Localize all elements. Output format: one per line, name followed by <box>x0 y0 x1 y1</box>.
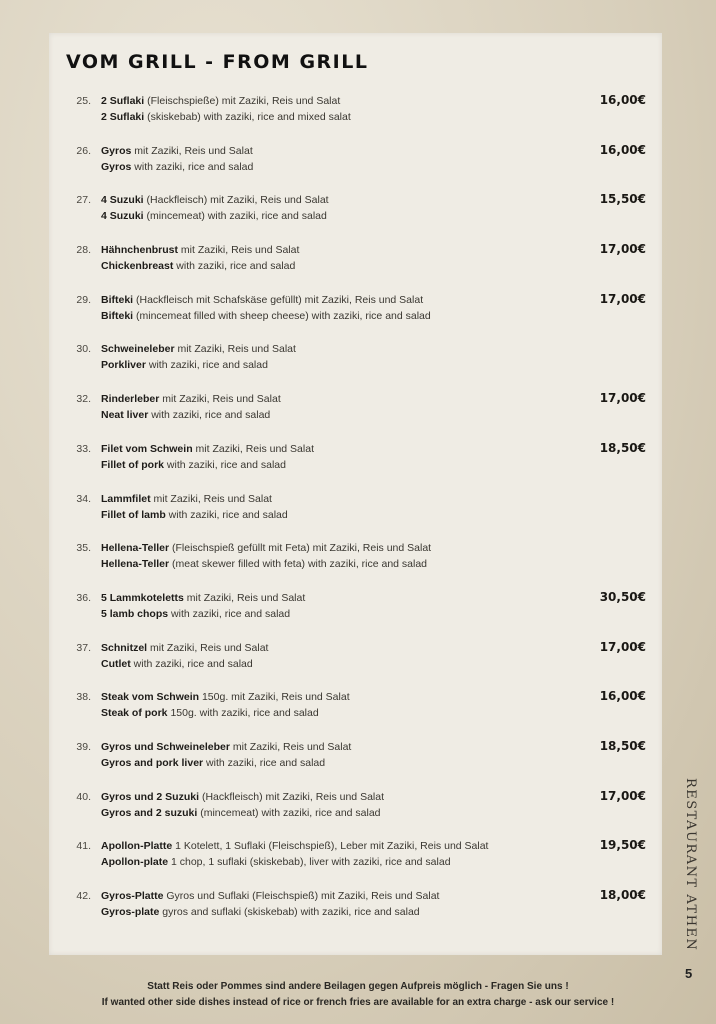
item-price: 17,00€ <box>599 291 646 306</box>
item-detail-english: 1 chop, 1 suflaki (skiskebab), liver with zaziki, rice and salad <box>168 856 451 869</box>
item-name-english: Bifteki <box>101 309 134 322</box>
item-detail-english: gyros and suflaki (skiskebab) with zaziki, rice and salad <box>159 906 420 918</box>
item-description-german <box>101 443 314 455</box>
item-price: 18,50€ <box>599 440 646 455</box>
menu-item <box>49 736 662 786</box>
item-name-english: Porkliver <box>101 359 146 372</box>
item-detail-english: with zaziki, rice and salad <box>173 260 296 273</box>
item-description-german <box>101 244 299 256</box>
item-name-english: Gyros-plate <box>101 906 160 918</box>
item-detail-english: with zaziki, rice and salad <box>148 409 271 422</box>
menu-item <box>49 488 662 538</box>
item-price: 16,00€ <box>599 93 646 107</box>
item-description-english <box>101 161 253 173</box>
menu-item <box>49 239 662 289</box>
item-description-german <box>101 493 272 505</box>
item-number: 41. <box>76 840 91 853</box>
item-name-english: 4 Suzuki <box>101 210 144 223</box>
item-detail-german: (Hackfleisch mit Schafskäse gefüllt) mit Zaziki, Reis und Salat <box>133 293 424 306</box>
item-description-german <box>101 840 488 852</box>
item-name-english: 2 Suflaki <box>101 111 145 123</box>
item-detail-german: (Hackfleisch) mit Zaziki, Reis und Salat <box>199 790 385 803</box>
item-number: 34. <box>76 492 91 505</box>
item-description-german <box>101 791 384 803</box>
item-number: 28. <box>76 244 91 257</box>
item-number: 25. <box>76 95 91 107</box>
item-detail-english: (skiskebab) with zaziki, rice and mixed salat <box>144 111 351 123</box>
item-detail-english: (meat skewer filled with feta) with zaziki, rice and salad <box>169 558 428 571</box>
item-detail-german: (Hackfleisch) mit Zaziki, Reis und Salat <box>143 194 329 207</box>
item-name-german: Schnitzel <box>101 641 148 654</box>
item-number: 26. <box>76 144 91 157</box>
item-description-german <box>101 294 423 306</box>
item-detail-english: with zaziki, rice and salad <box>168 607 291 620</box>
item-name-german: Bifteki <box>101 293 134 306</box>
item-name-german: Rinderleber <box>101 393 160 406</box>
item-name-german: Gyros und 2 Suzuki <box>101 790 200 803</box>
item-description-english <box>101 210 327 222</box>
item-description-german <box>101 542 431 554</box>
item-description-german <box>101 592 305 604</box>
item-name-english: Gyros <box>101 160 132 173</box>
item-number: 39. <box>76 740 91 753</box>
item-description-english <box>101 856 451 868</box>
item-price: 17,00€ <box>599 639 646 654</box>
item-detail-german: 1 Kotelett, 1 Suflaki (Fleischspieß), Leber mit Zaziki, Reis und Salat <box>172 840 489 853</box>
item-detail-english: (mincemeat) with zaziki, rice and salad <box>197 806 381 819</box>
item-price: 19,50€ <box>599 838 646 853</box>
menu-item <box>49 189 662 239</box>
item-detail-german: mit Zaziki, Reis und Salat <box>192 442 314 455</box>
menu-item <box>49 686 662 736</box>
item-description-english <box>101 111 351 123</box>
item-description-german <box>101 145 253 157</box>
item-number: 32. <box>76 393 91 406</box>
item-description-german <box>101 642 268 654</box>
menu-item <box>49 786 662 836</box>
item-name-german: Apollon-Platte <box>101 840 173 853</box>
item-detail-german: mit Zaziki, Reis und Salat <box>183 591 306 604</box>
item-description-english <box>101 409 270 421</box>
item-name-english: Fillet of lamb <box>101 508 166 521</box>
item-number: 40. <box>76 790 91 803</box>
item-number: 35. <box>76 542 91 555</box>
menu-item <box>49 885 662 935</box>
item-description-english <box>101 608 290 620</box>
item-detail-english: with zaziki, rice and salad <box>145 359 268 372</box>
item-detail-english: with zaziki, rice and salad <box>130 657 253 670</box>
item-detail-german: (Fleischspieß gefüllt mit Feta) mit Zaziki, Reis und Salat <box>169 542 432 555</box>
item-name-english: Chickenbreast <box>101 260 174 273</box>
item-detail-english: with zaziki, rice and salad <box>164 458 286 471</box>
item-number: 33. <box>76 442 91 455</box>
menu-item <box>49 90 662 140</box>
item-price: 16,00€ <box>599 142 646 157</box>
item-name-german: Gyros und Schweineleber <box>101 740 230 753</box>
item-name-german: Lammfilet <box>101 492 151 505</box>
item-name-german: Gyros <box>101 144 132 157</box>
item-description-english <box>101 807 381 819</box>
item-detail-german: mit Zaziki, Reis und Salat <box>150 492 272 505</box>
item-price: 17,00€ <box>599 242 646 257</box>
item-detail-german: mit Zaziki, Reis und Salat <box>131 144 253 157</box>
item-name-english: Gyros and pork liver <box>101 756 204 769</box>
item-price: 18,00€ <box>599 888 646 902</box>
item-detail-german: mit Zaziki, Reis und Salat <box>178 244 300 257</box>
item-description-english <box>101 359 268 371</box>
item-description-english <box>101 260 295 272</box>
item-name-german: Hellena-Teller <box>101 542 170 555</box>
item-detail-german: (Fleischspieße) mit Zaziki, Reis und Salat <box>144 95 341 107</box>
item-description-english <box>101 757 325 769</box>
item-description-english <box>101 509 288 521</box>
item-description-german <box>101 691 350 703</box>
item-number: 30. <box>76 343 91 356</box>
item-name-english: Hellena-Teller <box>101 558 170 571</box>
menu-card <box>49 33 662 955</box>
item-price: 30,50€ <box>599 589 646 604</box>
item-description-english <box>101 459 286 471</box>
restaurant-name-vertical: RESTAURANT ATHEN <box>683 778 698 952</box>
item-number: 38. <box>76 691 91 704</box>
menu-item <box>49 140 662 190</box>
item-detail-german: mit Zaziki, Reis und Salat <box>174 343 296 356</box>
item-name-english: Neat liver <box>101 409 149 422</box>
item-name-english: Gyros and 2 suzuki <box>101 806 198 819</box>
item-description-german <box>101 393 281 405</box>
menu-item <box>49 289 662 339</box>
section-title: VOM GRILL - FROM GRILL <box>66 51 369 73</box>
item-price: 16,00€ <box>599 689 646 704</box>
item-detail-english: 150g. with zaziki, rice and salad <box>167 707 319 720</box>
item-description-english <box>101 558 427 570</box>
menu-item <box>49 338 662 388</box>
item-name-german: Schweineleber <box>101 343 175 356</box>
item-description-english <box>101 310 431 322</box>
item-name-german: Gyros-Platte <box>101 890 164 902</box>
item-name-english: Apollon-plate <box>101 856 169 869</box>
item-detail-german: Gyros und Suflaki (Fleischspieß) mit Zaziki, Reis und Salat <box>163 890 440 902</box>
footer-german: Statt Reis oder Pommes sind andere Beilagen gegen Aufpreis möglich - Fragen Sie uns ! <box>147 981 569 992</box>
item-description-german <box>101 890 439 902</box>
menu-item <box>49 438 662 488</box>
item-number: 27. <box>76 194 91 207</box>
menu-item <box>49 388 662 438</box>
item-name-german: 4 Suzuki <box>101 194 144 207</box>
item-description-german <box>101 95 340 107</box>
item-description-english <box>101 906 420 918</box>
item-name-german: Steak vom Schwein <box>101 691 200 704</box>
menu-item <box>49 537 662 587</box>
item-detail-english: (mincemeat) with zaziki, rice and salad <box>143 210 327 223</box>
page-number: 5 <box>685 966 693 981</box>
item-price: 17,00€ <box>599 391 646 406</box>
item-description-english <box>101 658 253 670</box>
item-description-english <box>101 707 319 719</box>
menu-item <box>49 587 662 637</box>
footer-note <box>0 979 716 1011</box>
item-price: 17,00€ <box>599 788 646 803</box>
item-name-german: Filet vom Schwein <box>101 442 193 455</box>
item-detail-german: mit Zaziki, Reis und Salat <box>229 740 352 753</box>
item-description-german <box>101 194 329 206</box>
item-detail-english: (mincemeat filled with sheep cheese) with zaziki, rice and salad <box>133 309 431 322</box>
item-detail-german: 150g. mit Zaziki, Reis und Salat <box>199 691 350 704</box>
item-name-english: Cutlet <box>101 657 131 670</box>
item-price: 15,50€ <box>599 192 646 207</box>
menu-item <box>49 637 662 687</box>
item-number: 42. <box>76 890 91 902</box>
item-price: 18,50€ <box>599 738 646 753</box>
item-name-german: 2 Suflaki <box>101 95 145 107</box>
item-number: 37. <box>76 641 91 654</box>
item-detail-english: with zaziki, rice and salad <box>203 756 326 769</box>
item-detail-german: mit Zaziki, Reis und Salat <box>147 641 269 654</box>
menu-item <box>49 835 662 885</box>
item-detail-english: with zaziki, rice and salad <box>131 160 254 173</box>
footer-english: If wanted other side dishes instead of rice or french fries are available for an extra charge - ask our service ! <box>101 997 615 1008</box>
item-detail-english: with zaziki, rice and salad <box>165 508 288 521</box>
item-description-german <box>101 343 296 355</box>
item-name-english: Steak of pork <box>101 707 168 720</box>
item-name-german: Hähnchenbrust <box>101 244 179 257</box>
item-name-english: Fillet of pork <box>101 458 164 471</box>
item-number: 36. <box>76 591 91 604</box>
item-description-german <box>101 741 351 753</box>
item-detail-german: mit Zaziki, Reis und Salat <box>159 393 281 406</box>
item-name-german: 5 Lammkoteletts <box>101 591 184 604</box>
item-number: 29. <box>76 293 91 306</box>
menu-item-list <box>49 90 662 935</box>
item-name-english: 5 lamb chops <box>101 607 169 620</box>
